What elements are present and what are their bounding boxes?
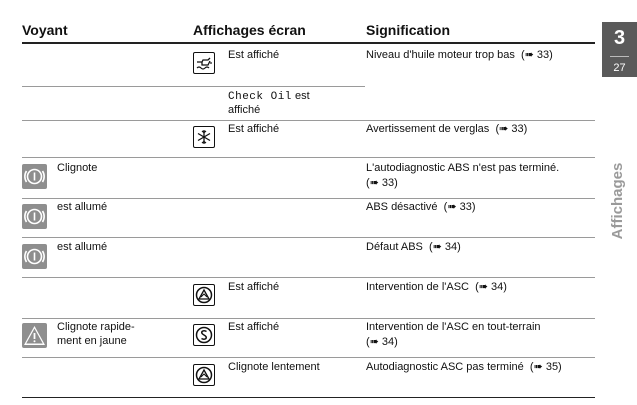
row-divider bbox=[22, 357, 595, 358]
oil-level-icon bbox=[193, 52, 215, 74]
asc-icon bbox=[193, 284, 215, 306]
meaning-text: Autodiagnostic ASC pas terminé (➠ 35) bbox=[366, 361, 562, 373]
chapter-divider bbox=[610, 56, 629, 57]
abs-icon bbox=[22, 244, 47, 269]
row-divider bbox=[22, 277, 595, 278]
row-divider bbox=[22, 198, 595, 199]
display-text: Est affiché bbox=[228, 281, 280, 293]
display-text: Clignote lentement bbox=[228, 361, 320, 373]
header-rule bbox=[22, 42, 595, 44]
frost-warning-icon bbox=[193, 126, 215, 148]
voyant-text: Clignote rapide- bbox=[57, 321, 135, 333]
meaning-text: Avertissement de verglas (➠ 33) bbox=[366, 123, 528, 135]
meaning-ref: (➠ 34) bbox=[366, 336, 398, 348]
meaning-text: Défaut ABS (➠ 34) bbox=[366, 241, 461, 253]
meaning-text: ABS désactivé (➠ 33) bbox=[366, 201, 476, 213]
chapter-tab bbox=[602, 22, 637, 77]
check-oil-display: Check Oil est bbox=[228, 90, 310, 103]
asc-icon bbox=[193, 364, 215, 386]
voyant-text: est allumé bbox=[57, 201, 108, 213]
row-divider bbox=[22, 120, 595, 121]
row-divider bbox=[22, 157, 595, 158]
column-header-voyant: Voyant bbox=[22, 22, 68, 38]
warning-triangle-icon bbox=[22, 323, 47, 348]
voyant-text: est allumé bbox=[57, 241, 108, 253]
column-header-signification: Signification bbox=[366, 22, 450, 38]
asc-offroad-icon bbox=[193, 324, 215, 346]
meaning-ref: (➠ 33) bbox=[366, 177, 398, 189]
display-text: Est affiché bbox=[228, 49, 280, 61]
chapter-number: 3 bbox=[613, 27, 626, 49]
chapter-title: Affichages bbox=[609, 162, 626, 240]
display-text: Est affiché bbox=[228, 123, 280, 135]
meaning-text: Intervention de l'ASC (➠ 34) bbox=[366, 281, 507, 293]
column-header-affichages: Affichages écran bbox=[193, 22, 306, 38]
display-text: Est affiché bbox=[228, 321, 280, 333]
voyant-text: ment en jaune bbox=[57, 335, 127, 347]
abs-icon bbox=[22, 204, 47, 229]
row-divider bbox=[22, 237, 595, 238]
abs-icon bbox=[22, 164, 47, 189]
row-divider bbox=[22, 318, 595, 319]
page-number: 27 bbox=[613, 62, 626, 74]
voyant-text: Clignote bbox=[57, 162, 98, 174]
table-bottom-rule bbox=[22, 397, 595, 398]
row-divider bbox=[22, 86, 365, 87]
meaning-text: L'autodiagnostic ABS n'est pas terminé. bbox=[366, 162, 560, 174]
display-text: affiché bbox=[228, 104, 261, 116]
meaning-text: Intervention de l'ASC en tout-terrain bbox=[366, 321, 541, 333]
meaning-text: Niveau d'huile moteur trop bas (➠ 33) bbox=[366, 49, 553, 61]
